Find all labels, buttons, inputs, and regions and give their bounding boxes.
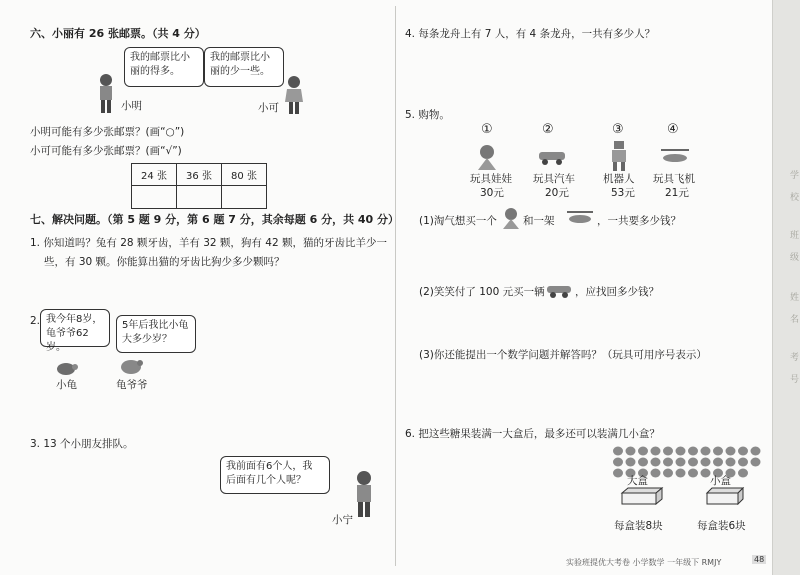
doll-small-icon <box>500 206 522 230</box>
item-4-price: 21元 <box>665 187 689 199</box>
name-xiaoming: 小明 <box>121 100 142 112</box>
answer-cell-24[interactable] <box>132 186 177 209</box>
item-3-name: 机器人 <box>603 173 635 185</box>
boy-figure-icon <box>95 72 117 116</box>
small-turtle-icon <box>54 360 78 376</box>
candy-icon <box>751 458 761 467</box>
margin-char: 号 <box>790 375 800 385</box>
candy-icon <box>613 469 623 478</box>
candy-icon <box>613 447 623 456</box>
item-2-number: ② <box>542 122 554 137</box>
section-6-title: 六、小丽有 26 张邮票。（共 4 分） <box>30 27 206 40</box>
q5-title: 5. 购物。 <box>405 109 450 121</box>
margin-char: 级 <box>790 253 800 263</box>
item-2-price: 20元 <box>545 187 569 199</box>
candy-icon <box>688 447 698 456</box>
candy-icon <box>663 458 673 467</box>
page-number: 48 <box>754 555 765 564</box>
option-24[interactable]: 24 张 <box>132 164 177 186</box>
item-1-price: 30元 <box>480 187 504 199</box>
candy-icon <box>663 447 673 456</box>
candy-icon <box>726 458 736 467</box>
candy-icon <box>676 469 686 478</box>
section-7-title: 七、解决问题。（第 5 题 9 分，第 6 题 7 分，其余每题 6 分，共 40 分） <box>30 213 400 226</box>
item-1-number: ① <box>481 122 493 137</box>
option-36[interactable]: 36 张 <box>177 164 222 186</box>
item-3-price: 53元 <box>611 187 635 199</box>
candy-icon <box>626 458 636 467</box>
speech-bubble-xiaoke: 我的邮票比小 丽的少一些。 <box>204 47 284 87</box>
small-box-icon <box>705 487 745 505</box>
item-2-name: 玩具汽车 <box>533 173 575 185</box>
q2-bubble-grandpa-turtle: 5年后我比小龟 大多少岁？ <box>116 315 196 353</box>
footer-text: 实验班提优大考卷 小学数学 一年级下 RMJY <box>566 558 722 567</box>
candy-icon <box>751 447 761 456</box>
candy-icon <box>738 469 748 478</box>
candy-icon <box>638 447 648 456</box>
name-small-turtle: 小龟 <box>56 379 77 391</box>
small-box-label: 小盒 <box>710 475 731 487</box>
margin-char: 名 <box>790 315 800 325</box>
toy-plane-icon <box>657 146 693 166</box>
girl-xiaoning-icon <box>352 470 376 520</box>
column-divider <box>395 6 396 566</box>
item-3-number: ③ <box>612 122 624 137</box>
candy-icon <box>701 469 711 478</box>
candy-icon <box>701 447 711 456</box>
girl-figure-icon <box>283 74 305 116</box>
small-box-caption: 每盒装6块 <box>697 520 746 532</box>
candy-icon <box>688 458 698 467</box>
plane-small-icon <box>564 208 596 226</box>
candy-icon <box>701 458 711 467</box>
doll-icon <box>474 143 500 171</box>
item-4-name: 玩具飞机 <box>653 173 695 185</box>
big-box-caption: 每盒装8块 <box>614 520 663 532</box>
q2-number: 2. <box>30 315 41 327</box>
big-box-icon <box>620 487 664 505</box>
candy-icon <box>638 458 648 467</box>
car-small-icon <box>545 281 573 299</box>
name-xiaoning: 小宁 <box>332 514 353 526</box>
margin-char: 校 <box>790 193 800 203</box>
candy-icon <box>676 447 686 456</box>
candy-icon <box>688 469 698 478</box>
s6-question-2: 小可可能有多少张邮票？(画“√”) <box>30 145 182 157</box>
q5-2-part-a: (2)笑笑付了 100 元买一辆 <box>419 286 545 298</box>
candy-icon <box>738 447 748 456</box>
q1-line-2: 些，有 30 颗。你能算出猫的牙齿比狗少多少颗吗？ <box>44 256 285 268</box>
q5-3-text: (3)你还能提出一个数学问题并解答吗？（玩具可用序号表示） <box>419 349 707 361</box>
robot-icon <box>609 140 629 172</box>
q5-1-part-a: (1)淘气想买一个 <box>419 215 497 227</box>
q1-line-1: 1. 你知道吗？兔有 28 颗牙齿，羊有 32 颗，狗有 42 颗，猫的牙齿比羊少一 <box>30 237 387 249</box>
name-grandpa-turtle: 龟爷爷 <box>116 379 148 391</box>
toy-car-icon <box>537 146 567 166</box>
candy-icon <box>626 447 636 456</box>
candy-icon <box>651 447 661 456</box>
answer-cell-36[interactable] <box>177 186 222 209</box>
margin-char: 学 <box>790 171 800 181</box>
answer-cell-80[interactable] <box>222 186 267 209</box>
stamp-options-table <box>131 163 267 209</box>
s6-question-1: 小明可能有多少张邮票？(画“○”) <box>30 126 185 138</box>
speech-bubble-xiaoming: 我的邮票比小 丽的得多。 <box>124 47 204 87</box>
candy-icon <box>713 458 723 467</box>
margin-char: 姓 <box>790 293 800 303</box>
q2-bubble-small-turtle: 我今年8岁， 龟爷爷62岁。 <box>40 309 110 347</box>
q3-text: 3. 13 个小朋友排队。 <box>30 438 134 450</box>
candy-icon <box>663 469 673 478</box>
candy-icon <box>613 458 623 467</box>
q6-text: 6. 把这些糖果装满一大盒后，最多还可以装满几小盒？ <box>405 428 660 440</box>
q5-2-part-b: ，应找回多少钱？ <box>575 286 659 298</box>
candy-icon <box>651 458 661 467</box>
item-4-number: ④ <box>667 122 679 137</box>
grandpa-turtle-icon <box>118 356 144 376</box>
q4-text: 4. 每条龙舟上有 7 人，有 4 条龙舟，一共有多少人？ <box>405 28 656 40</box>
binding-margin <box>772 0 800 575</box>
candy-icon <box>738 458 748 467</box>
option-80[interactable]: 80 张 <box>222 164 267 186</box>
name-xiaoke: 小可 <box>258 102 279 114</box>
item-1-name: 玩具娃娃 <box>470 173 512 185</box>
candy-icon <box>651 469 661 478</box>
q3-bubble: 我前面有6个人，我 后面有几个人呢？ <box>220 456 330 494</box>
candy-icon <box>676 458 686 467</box>
big-box-label: 大盒 <box>627 475 648 487</box>
candy-icon <box>726 447 736 456</box>
q5-1-part-b: 和一架 <box>523 215 555 227</box>
candy-icon <box>713 447 723 456</box>
margin-char: 考 <box>790 353 800 363</box>
q5-1-part-c: ，一共要多少钱？ <box>597 215 681 227</box>
margin-char: 班 <box>790 231 800 241</box>
